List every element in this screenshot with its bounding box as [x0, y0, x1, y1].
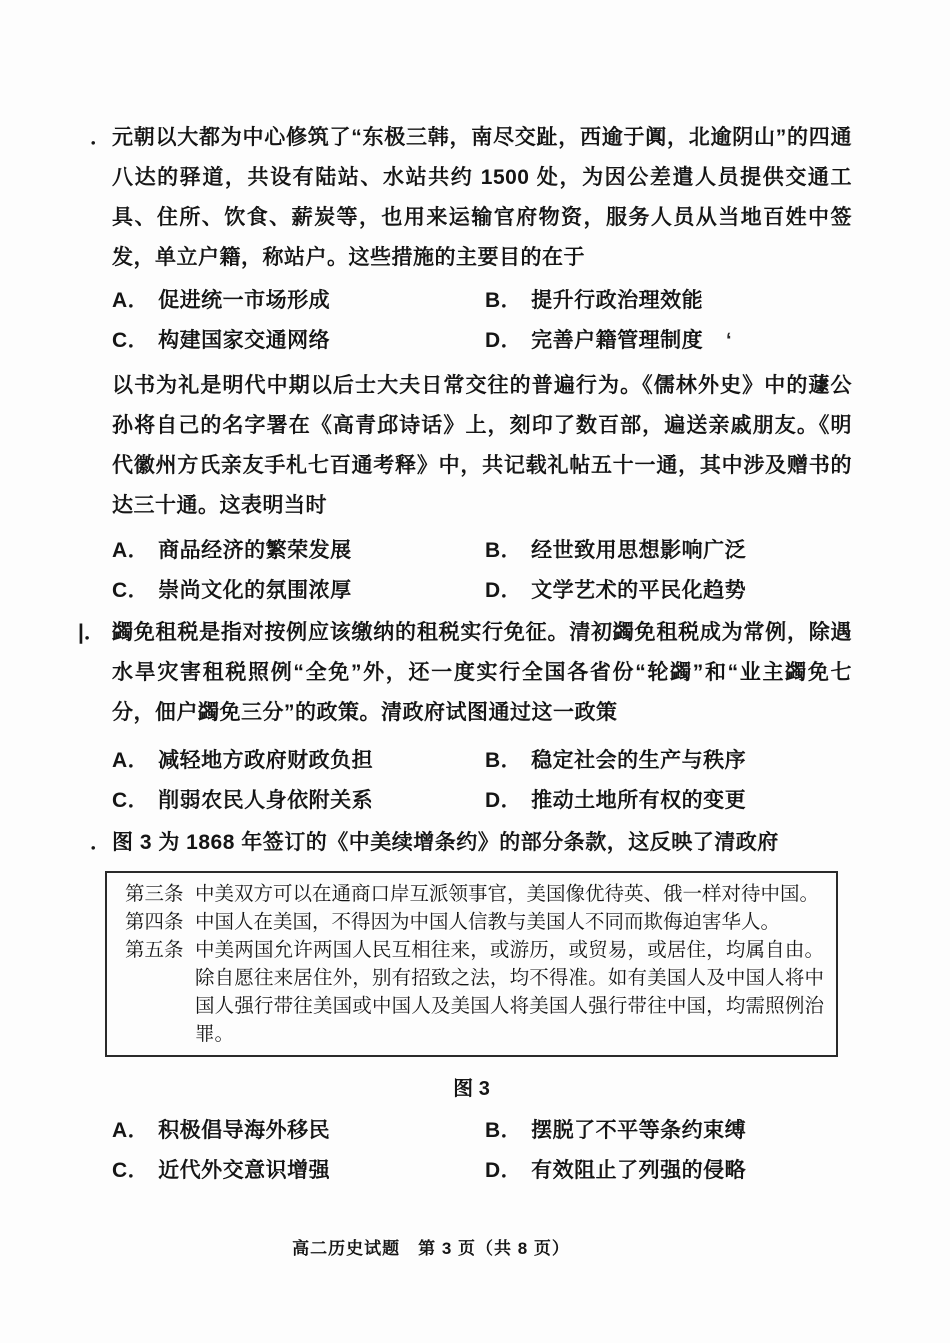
- question-3: [78, 613, 852, 821]
- question-3-stem: 蠲免租税是指对按例应该缴纳的租税实行免征。清初蠲免租税成为常例，除遇水旱灾害租税照例“全免”外，还一度实行全国各省份“轮蠲”和“业主蠲免七分，佃户蠲免三分”的政策。清政府试图通过这一政策: [112, 621, 852, 724]
- option-letter: B．: [485, 749, 523, 772]
- option-text: 有效阻止了列强的侵略: [531, 1159, 747, 1182]
- question-3-option-c: [112, 781, 485, 821]
- treaty-article-body: 中美两国允许两国人民互相往来，或游历，或贸易，或居住，均属自由。除自愿往来居住外，别有招致之法，均不得准。如有美国人及中国人将中国人强行带往美国或中国人及美国人将美国人强行带往中国，均需照例治罪。: [195, 940, 824, 1045]
- option-row: [112, 321, 852, 361]
- option-letter: D．: [485, 789, 523, 812]
- figure-3-caption: 图 3: [453, 1078, 490, 1100]
- question-2-option-d: [485, 571, 852, 611]
- question-3-option-a: [112, 741, 485, 781]
- question-4-option-b: [485, 1111, 852, 1151]
- option-letter: C．: [112, 329, 150, 352]
- option-letter: C．: [112, 789, 150, 812]
- option-row: [112, 1151, 852, 1191]
- option-text: 文学艺术的平民化趋势: [531, 579, 747, 602]
- question-1: [90, 118, 852, 361]
- option-letter: D．: [485, 329, 523, 352]
- question-1-stem: 元朝以大都为中心修筑了“东极三韩，南尽交趾，西逾于阗，北逾阴山”的四通八达的驿道，共设有陆站、水站共约 1500 处，为因公差遣人员提供交通工具、住所、饮食、薪炭等，也用来运输官府物资，服务人员从当地百姓中签发，单立户籍，称站户。这些措施的主要目的在于: [112, 126, 852, 269]
- question-2-option-a: [112, 531, 485, 571]
- option-letter: B．: [485, 289, 523, 312]
- option-text: 构建国家交通网络: [158, 329, 331, 352]
- option-row: [112, 571, 852, 611]
- scan-artifact-mark: ʻ: [726, 330, 732, 352]
- option-row: [112, 741, 852, 781]
- option-text: 积极倡导海外移民: [158, 1119, 331, 1142]
- treaty-article-body: 中国人在美国，不得因为中国人信教与美国人不同而欺侮迫害华人。: [195, 912, 781, 933]
- question-3-number-mark: |．: [78, 621, 105, 644]
- question-4-option-d: [485, 1151, 852, 1191]
- option-letter: D．: [485, 579, 523, 602]
- treaty-article-head: 第三条: [125, 884, 184, 905]
- question-2-stem: 以书为礼是明代中期以后士大夫日常交往的普遍行为。《儒林外史》中的蘧公孙将自己的名字署在《高青邱诗话》上，刻印了数百部，遍送亲戚朋友。《明代徽州方氏亲友手札七百通考释》中，共记载礼帖五十一通，其中涉及赠书的达三十通。这表明当时: [112, 374, 852, 517]
- option-text: 崇尚文化的氛围浓厚: [158, 579, 352, 602]
- option-text: 摆脱了不平等条约束缚: [531, 1119, 747, 1142]
- option-text: 减轻地方政府财政负担: [158, 749, 374, 772]
- option-text: 削弱农民人身依附关系: [158, 789, 374, 812]
- option-text: 推动土地所有权的变更: [531, 789, 747, 812]
- question-3-option-b: [485, 741, 852, 781]
- question-1-number-mark: ．: [90, 126, 111, 149]
- question-3-option-d: [485, 781, 852, 821]
- option-letter: D．: [485, 1159, 523, 1182]
- question-1-options: [112, 281, 852, 361]
- question-1-option-d: [485, 321, 852, 361]
- question-4-stem: 图 3 为 1868 年签订的《中美续增条约》的部分条款，这反映了清政府: [112, 831, 779, 854]
- option-letter: B．: [485, 1119, 523, 1142]
- question-4-option-a: [112, 1111, 485, 1151]
- option-text: 商品经济的繁荣发展: [158, 539, 352, 562]
- question-4-options: [112, 1111, 852, 1191]
- page-footer: 高二历史试题 第 3 页（共 8 页）: [292, 1239, 570, 1258]
- treaty-article-head: 第四条: [125, 912, 184, 933]
- question-4-option-c: [112, 1151, 485, 1191]
- question-3-options: [112, 741, 852, 821]
- option-text: 近代外交意识增强: [158, 1159, 331, 1182]
- option-row: [112, 1111, 852, 1151]
- option-text: 稳定社会的生产与秩序: [531, 749, 747, 772]
- question-2: [112, 366, 852, 611]
- question-2-option-c: [112, 571, 485, 611]
- treaty-article-body: 中美双方可以在通商口岸互派领事官，美国像优待英、俄一样对待中国。: [195, 884, 820, 905]
- question-4: [90, 823, 852, 1191]
- option-row: [112, 531, 852, 571]
- option-text: 促进统一市场形成: [158, 289, 331, 312]
- question-1-option-c: [112, 321, 485, 361]
- question-4-number-mark: ．: [90, 831, 111, 854]
- treaty-article-4: [125, 909, 824, 937]
- option-text: 完善户籍管理制度: [531, 329, 704, 352]
- figure-3-treaty-excerpt-box: [105, 871, 838, 1057]
- option-row: [112, 281, 852, 321]
- option-row: [112, 781, 852, 821]
- question-2-option-b: [485, 531, 852, 571]
- option-letter: A．: [112, 289, 150, 312]
- treaty-article-3: [125, 881, 824, 909]
- question-1-option-b: [485, 281, 852, 321]
- treaty-article-5: [125, 937, 824, 1049]
- treaty-article-head: 第五条: [125, 940, 184, 961]
- option-letter: C．: [112, 579, 150, 602]
- option-letter: A．: [112, 1119, 150, 1142]
- option-letter: B．: [485, 539, 523, 562]
- question-2-options: [112, 531, 852, 611]
- option-letter: A．: [112, 539, 150, 562]
- option-letter: C．: [112, 1159, 150, 1182]
- option-letter: A．: [112, 749, 150, 772]
- option-text: 经世致用思想影响广泛: [531, 539, 747, 562]
- option-text: 提升行政治理效能: [531, 289, 704, 312]
- question-1-option-a: [112, 281, 485, 321]
